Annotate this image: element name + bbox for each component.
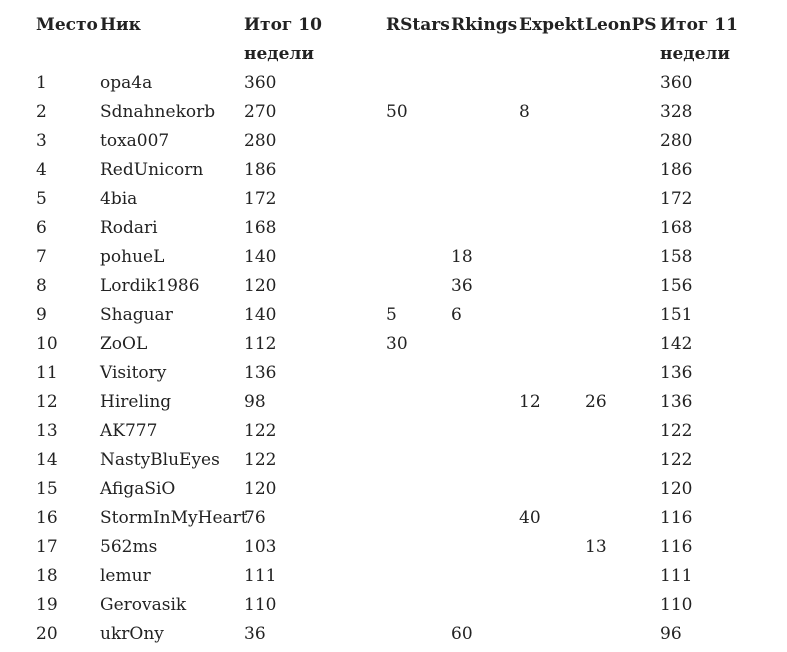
header-nick: Ник [100, 15, 141, 35]
cell-rstars: 50 [386, 102, 408, 122]
cell-week10: 76 [244, 508, 266, 528]
cell-nick: AK777 [100, 421, 158, 441]
cell-nick: Lordik1986 [100, 276, 200, 296]
cell-week10: 122 [244, 450, 277, 470]
cell-rstars: 5 [386, 305, 397, 325]
cell-rstars: 30 [386, 334, 408, 354]
cell-place: 7 [36, 247, 47, 267]
cell-place: 15 [36, 479, 58, 499]
cell-week11: 136 [660, 363, 693, 383]
cell-nick: Shaguar [100, 305, 173, 325]
cell-week10: 103 [244, 537, 277, 557]
cell-week10: 136 [244, 363, 277, 383]
cell-place: 6 [36, 218, 47, 238]
cell-week10: 168 [244, 218, 277, 238]
cell-week11: 151 [660, 305, 693, 325]
cell-week10: 110 [244, 595, 277, 615]
cell-expekt: 40 [519, 508, 541, 528]
cell-place: 8 [36, 276, 47, 296]
cell-week11: 156 [660, 276, 693, 296]
cell-week11: 168 [660, 218, 693, 238]
cell-week10: 270 [244, 102, 277, 122]
cell-week10: 120 [244, 479, 277, 499]
cell-week10: 140 [244, 247, 277, 267]
cell-week10: 140 [244, 305, 277, 325]
header-expekt: Expekt [519, 15, 585, 35]
cell-rkings: 60 [451, 624, 473, 644]
cell-place: 1 [36, 73, 47, 93]
cell-week11: 360 [660, 73, 693, 93]
cell-nick: Visitory [100, 363, 167, 383]
cell-place: 16 [36, 508, 58, 528]
cell-place: 18 [36, 566, 58, 586]
cell-week11: 96 [660, 624, 682, 644]
cell-rkings: 6 [451, 305, 462, 325]
cell-nick: toxa007 [100, 131, 170, 151]
cell-week11: 158 [660, 247, 693, 267]
cell-week11: 110 [660, 595, 693, 615]
cell-nick: AfigaSiO [100, 479, 176, 499]
cell-week10: 111 [244, 566, 277, 586]
cell-place: 19 [36, 595, 58, 615]
header-rstars: RStars [386, 15, 450, 35]
cell-leonps: 26 [585, 392, 607, 412]
cell-place: 10 [36, 334, 58, 354]
cell-place: 9 [36, 305, 47, 325]
cell-place: 4 [36, 160, 47, 180]
cell-nick: Sdnahnekorb [100, 102, 216, 122]
cell-place: 2 [36, 102, 47, 122]
cell-leonps: 13 [585, 537, 607, 557]
cell-place: 5 [36, 189, 47, 209]
cell-week11: 328 [660, 102, 693, 122]
cell-rkings: 18 [451, 247, 473, 267]
cell-place: 13 [36, 421, 58, 441]
cell-nick: ZoOL [100, 334, 148, 354]
cell-week11: 120 [660, 479, 693, 499]
cell-nick: pohueL [100, 247, 165, 267]
cell-nick: Gerovasik [100, 595, 187, 615]
cell-week11: 111 [660, 566, 693, 586]
cell-week10: 36 [244, 624, 266, 644]
cell-expekt: 12 [519, 392, 541, 412]
cell-week10: 120 [244, 276, 277, 296]
cell-week11: 136 [660, 392, 693, 412]
cell-nick: StormInMyHeart [100, 508, 248, 528]
cell-place: 14 [36, 450, 58, 470]
cell-nick: 562ms [100, 537, 158, 557]
cell-place: 12 [36, 392, 58, 412]
header-leonps: LeonPS [585, 15, 657, 35]
cell-week11: 122 [660, 450, 693, 470]
cell-week11: 116 [660, 537, 693, 557]
cell-week10: 172 [244, 189, 277, 209]
cell-rkings: 36 [451, 276, 473, 296]
cell-nick: Rodari [100, 218, 158, 238]
cell-nick: lemur [100, 566, 151, 586]
cell-nick: 4bia [100, 189, 138, 209]
cell-nick: ukrOny [100, 624, 164, 644]
cell-nick: opa4a [100, 73, 153, 93]
header-week11-line-1: Итог 11 [660, 15, 738, 35]
cell-week11: 122 [660, 421, 693, 441]
header-week10-line-2: недели [244, 44, 315, 64]
cell-week11: 116 [660, 508, 693, 528]
cell-place: 3 [36, 131, 47, 151]
cell-nick: Hireling [100, 392, 172, 412]
cell-week11: 172 [660, 189, 693, 209]
cell-place: 11 [36, 363, 58, 383]
cell-expekt: 8 [519, 102, 530, 122]
cell-week10: 360 [244, 73, 277, 93]
cell-place: 20 [36, 624, 58, 644]
header-place: Место [36, 15, 98, 35]
header-rkings: Rkings [451, 15, 518, 35]
cell-week10: 112 [244, 334, 277, 354]
cell-week10: 186 [244, 160, 277, 180]
header-week11-line-2: недели [660, 44, 731, 64]
cell-week11: 142 [660, 334, 693, 354]
cell-week10: 122 [244, 421, 277, 441]
cell-week10: 280 [244, 131, 277, 151]
cell-week11: 186 [660, 160, 693, 180]
cell-nick: RedUnicorn [100, 160, 204, 180]
cell-place: 17 [36, 537, 58, 557]
cell-week10: 98 [244, 392, 266, 412]
cell-nick: NastyBluEyes [100, 450, 220, 470]
cell-week11: 280 [660, 131, 693, 151]
header-week10-line-1: Итог 10 [244, 15, 322, 35]
